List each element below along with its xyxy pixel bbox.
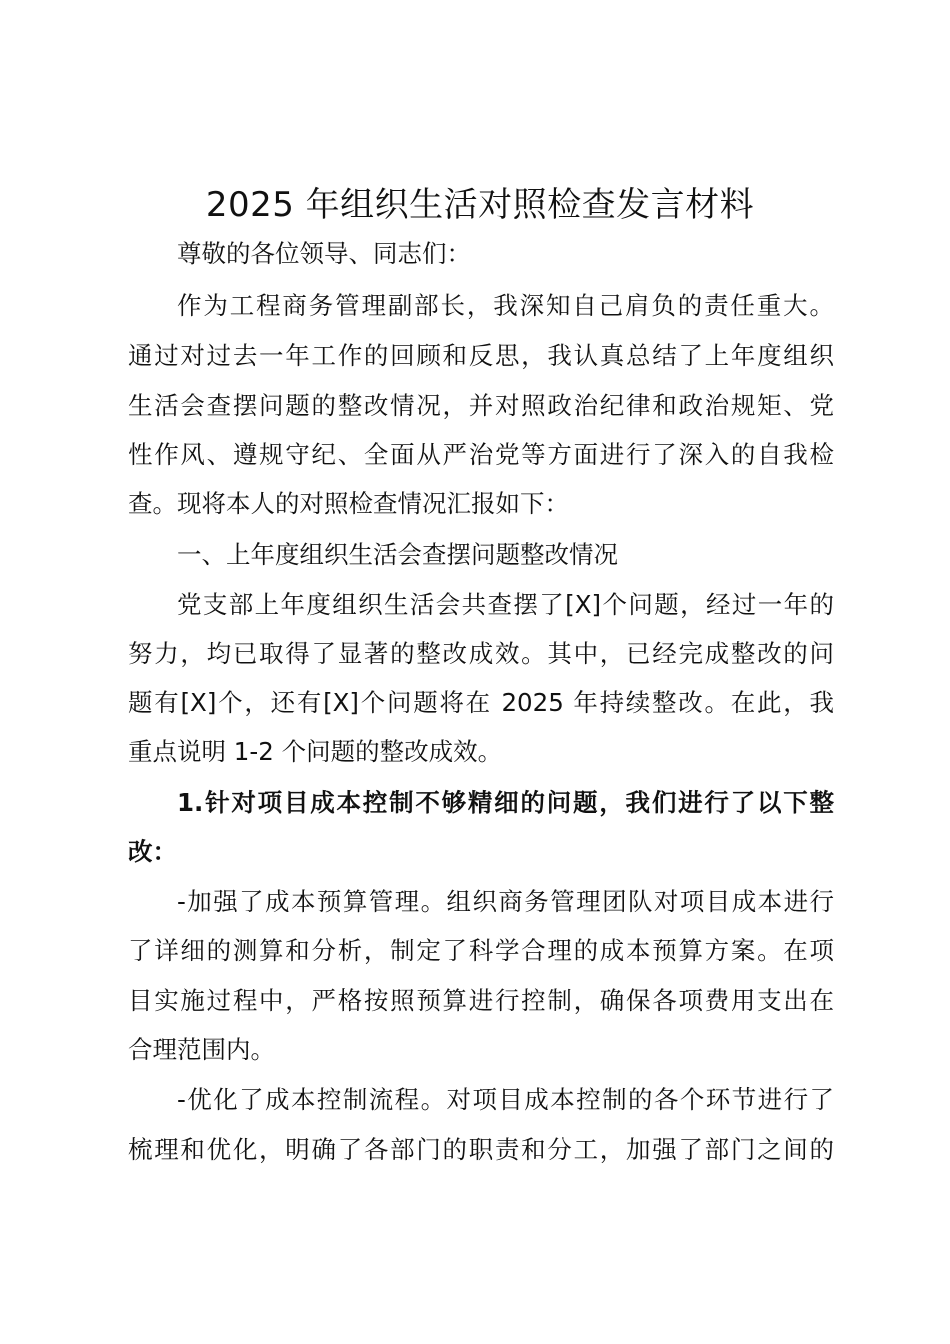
paragraph-line: 重点说明 1-2 个问题的整改成效。 <box>128 737 503 766</box>
subsection-heading: 1.针对项目成本控制不够精细的问题，我们进行了以下整 <box>177 788 834 817</box>
paragraph-line: 党支部上年度组织生活会共查摆了[X]个问题，经过一年的 <box>177 590 834 619</box>
paragraph-line: 了详细的测算和分析，制定了科学合理的成本预算方案。在项 <box>128 936 834 965</box>
document-title: 2025 年组织生活对照检查发言材料 <box>205 185 755 225</box>
paragraph-line: 目实施过程中，严格按照预算进行控制，确保各项费用支出在 <box>128 986 834 1015</box>
paragraph-line: 梳理和优化，明确了各部门的职责和分工，加强了部门之间的 <box>128 1135 834 1164</box>
paragraph-line: 生活会查摆问题的整改情况，并对照政治纪律和政治规矩、党 <box>128 391 834 420</box>
paragraph-line: 查。现将本人的对照检查情况汇报如下： <box>128 489 569 518</box>
section-heading: 一、上年度组织生活会查摆问题整改情况 <box>177 540 618 569</box>
paragraph-line: 作为工程商务管理副部长，我深知自己肩负的责任重大。 <box>177 291 834 320</box>
paragraph-line: 合理范围内。 <box>128 1035 275 1064</box>
paragraph-line: 题有[X]个，还有[X]个问题将在 2025 年持续整改。在此，我 <box>128 688 834 717</box>
greeting: 尊敬的各位领导、同志们： <box>177 239 471 268</box>
paragraph-line: -加强了成本预算管理。组织商务管理团队对项目成本进行 <box>177 887 834 916</box>
paragraph-line: 努力，均已取得了显著的整改成效。其中，已经完成整改的问 <box>128 639 834 668</box>
paragraph-line: -优化了成本控制流程。对项目成本控制的各个环节进行了 <box>177 1085 834 1114</box>
subsection-heading: 改： <box>128 837 177 866</box>
paragraph-line: 通过对过去一年工作的回顾和反思，我认真总结了上年度组织 <box>128 341 834 370</box>
paragraph-line: 性作风、遵规守纪、全面从严治党等方面进行了深入的自我检 <box>128 440 834 469</box>
